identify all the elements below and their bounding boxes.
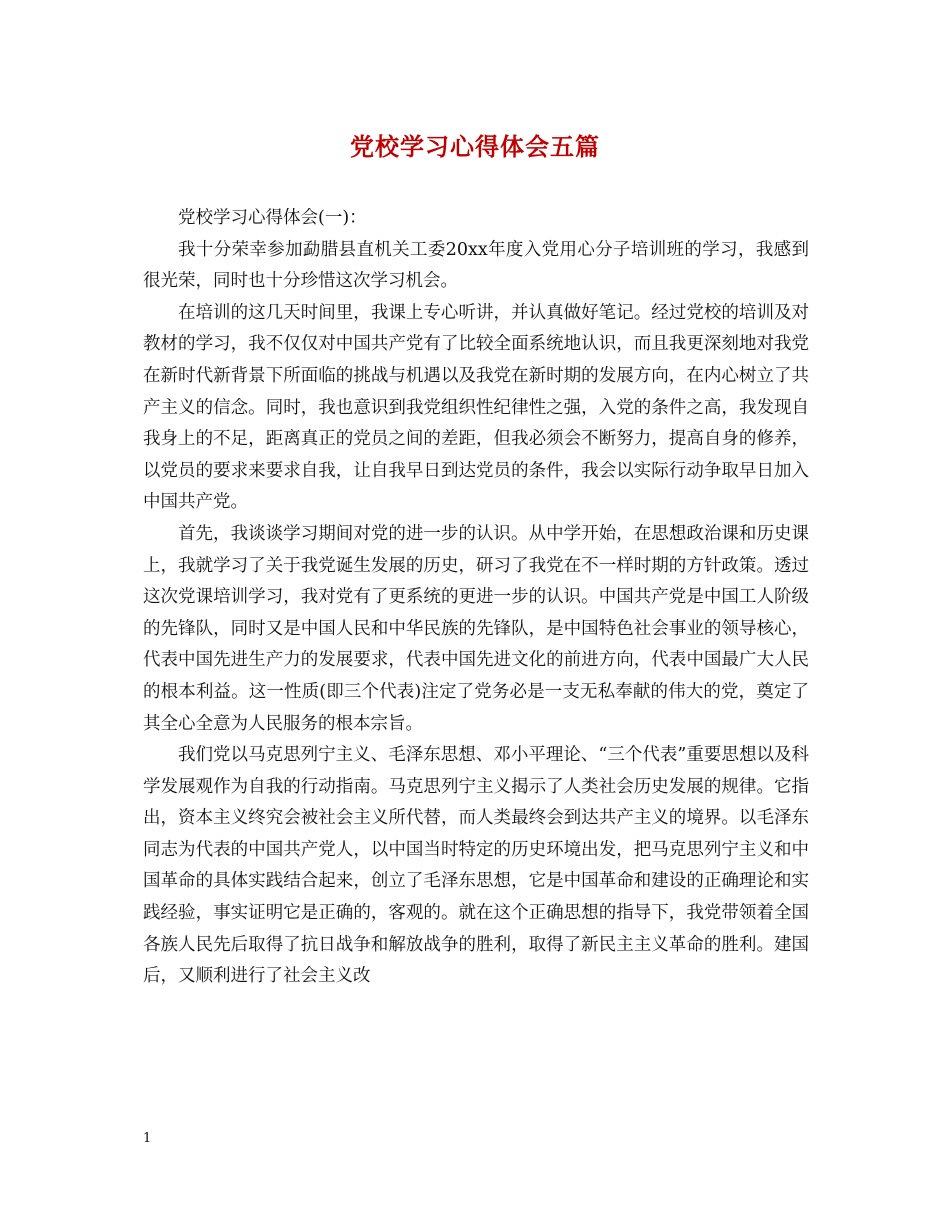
document-body [143, 203, 809, 993]
document-title: 党校学习心得体会五篇 [350, 132, 600, 161]
page-number: 1 [143, 1131, 152, 1146]
paragraph: 我们党以马克思列宁主义、毛泽东思想、邓小平理论、“三个代表”重要思想以及科学发展观作为自我的行动指南。马克思列宁主义揭示了人类社会历史发展的规律。它指出，资本主义终究会被社会主义所代替，而人类最终会到达共产主义的境界。以毛泽东同志为代表的中国共产党人，以中国当时特定的历史环境出发，把马克思列宁主义和中国革命的具体实践结合起来，创立了毛泽东思想，它是中国革命和建设的正确理论和实践经验，事实证明它是正确的，客观的。就在这个正确思想的指导下，我党带领着全国各族人民先后取得了抗日战争和解放战争的胜利，取得了新民主主义革命的胜利。建国后，又顺利进行了社会主义改 [143, 745, 809, 987]
paragraph: 首先，我谈谈学习期间对党的进一步的认识。从中学开始，在思想政治课和历史课上，我就学习了关于我党诞生发展的历史，研习了我党在不一样时期的方针政策。透过这次党课培训学习，我对党有了更系统的更进一步的认识。中国共产党是中国工人阶级的先锋队，同时又是中国人民和中华民族的先锋队，是中国特色社会事业的领导核心，代表中国先进生产力的发展要求，代表中国先进文化的前进方向，代表中国最广大人民的根本利益。这一性质(即三个代表)注定了党务必是一支无私奉献的伟大的党，奠定了其全心全意为人民服务的根本宗旨。 [143, 523, 809, 734]
paragraph: 我十分荣幸参加勐腊县直机关工委20xx年度入党用心分子培训班的学习，我感到很光荣，同时也十分珍惜这次学习机会。 [143, 239, 809, 292]
paragraph: 在培训的这几天时间里，我课上专心听讲，并认真做好笔记。经过党校的培训及对教材的学习，我不仅仅对中国共产党有了比较全面系统地认识，而且我更深刻地对我党在新时代新背景下所面临的挑战与机遇以及我党在新时期的发展方向，在内心树立了共产主义的信念。同时，我也意识到我党组织性纪律性之强，入党的条件之高，我发现自我身上的不足，距离真正的党员之间的差距，但我必须会不断努力，提高自身的修养，以党员的要求来要求自我，让自我早日到达党员的条件，我会以实际行动争取早日加入中国共产党。 [143, 302, 809, 513]
paragraph-heading: 党校学习心得体会(一)： [178, 208, 367, 228]
